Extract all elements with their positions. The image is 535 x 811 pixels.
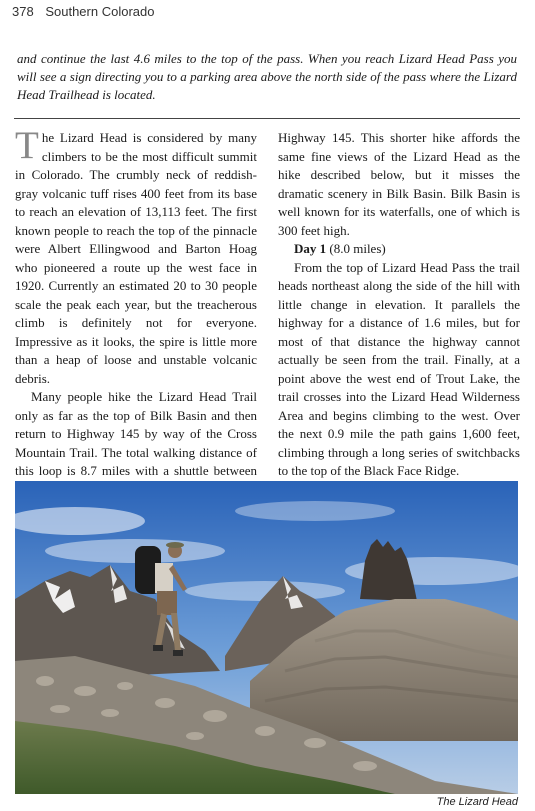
day-distance: (8.0 miles) (329, 241, 386, 256)
paragraph: From the top of Lizard Head Pass the trail heads northeast along the side of the hill with little change in elevation. It parallels the highway for a distance of 1.6 miles, but for most of that distance the highway cannot actually be seen from the trail. Finally, at a point above the west end of Trout Lake, the trail crosses into the Lizard Head Wilderness Area and begins climbing to the west. Over the next 0.9 mile the path gains 1,600 feet, climbing through a long series of switchbacks to the top of the Black Face Ridge. (278, 259, 520, 478)
divider-rule (14, 118, 520, 119)
lizard-head-photo (15, 481, 518, 794)
paragraph-text: he Lizard Head is considered by many climbers to be the most difficult summit in Colorado. The crumbly neck of reddish-gray volcanic tuff rises 400 feet from its base to reach an elevation of 13,113 feet. The first known people to reach the top of the pinnacle were Albert Ellingwood and Barton Hoag who pioneered a route up the west face in 1920. Currently an estimated 20 to 30 people scale the peak each year, but the treacherous climb is definitely not for everyone. Impressive as it looks, the spire is little more than a heap of loose and unstable volcanic debris. (15, 130, 257, 386)
intro-paragraph: and continue the last 4.6 miles to the top of the pass. When you reach Lizard Head Pass you will see a sign directing you to a parking area above the north side of the pass where the Lizard Head Trailhead is located. (17, 51, 517, 102)
photo-caption: The Lizard Head (436, 796, 518, 808)
paragraph: Many people hike the Lizard Head Trail only as far as the top of Bilk Basin and then return to Highway 145 by way of the Cross Mountain Trail. The total walking distance of this loop is 8.7 miles with a shuttle between (15, 389, 257, 478)
paragraph (15, 124, 257, 388)
drop-cap: T (15, 124, 39, 167)
day-label: Day 1 (294, 241, 327, 256)
day-heading (278, 240, 520, 259)
page-number: 378 (12, 4, 34, 19)
running-header (12, 4, 154, 19)
right-column (278, 129, 520, 481)
left-column (15, 124, 257, 499)
paragraph: Highway 145. This shorter hike affords the same fine views of the Lizard Head as the hike described below, but it misses the dramatic scenery in Bilk Basin. Bilk Basin is well known for its waterfalls, one of which is 300 feet high. (278, 130, 520, 238)
section-title: Southern Colorado (45, 4, 155, 19)
